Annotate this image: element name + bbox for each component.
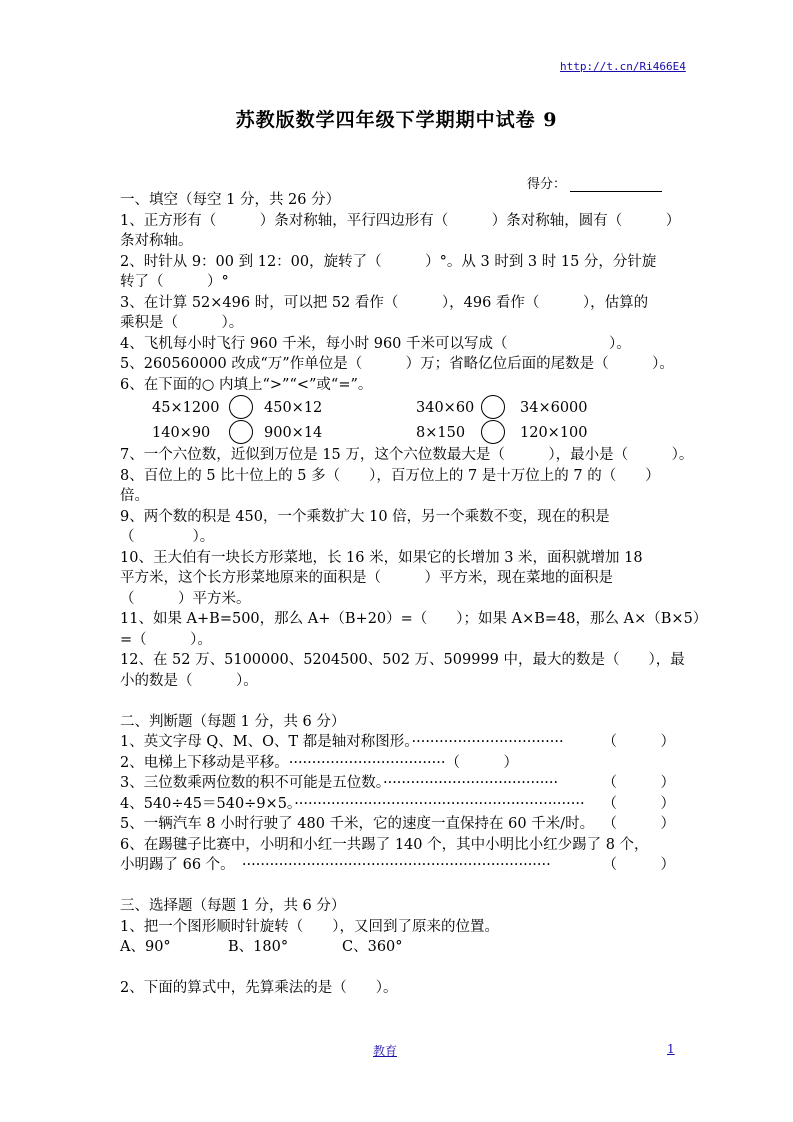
compare-row-1 (120, 395, 675, 420)
judge-item-6b (120, 855, 675, 876)
judge-item-2-answer[interactable]: （ ） (445, 754, 518, 771)
judge-item-6-dots: ··································································· (241, 857, 551, 873)
judge-item-3 (120, 773, 675, 794)
question-11b: =（ ）。 (120, 631, 212, 648)
compare-circle-3[interactable] (229, 420, 253, 444)
page-title: 苏教版数学四年级下学期期中试卷 9 (235, 109, 558, 131)
choice-question-2: 2、下面的算式中，先算乘法的是（ ）。 (120, 980, 398, 996)
section3-heading: 三、选择题（每题 1 分，共 6 分） (120, 898, 346, 914)
judge-item-3-text: 3、三位数乘两位数的积不可能是五位数。 (120, 775, 383, 791)
page-number[interactable]: 1 (667, 1042, 675, 1056)
question-2b: 转了（ ）° (120, 274, 229, 290)
compare-left-2: 340×60 (416, 400, 475, 416)
judge-item-2 (120, 753, 675, 774)
question-12a: 12、在 52 万、5100000、5204500、502 万、509999 中，最大的数是（ ），最 (120, 652, 685, 668)
question-3a: 3、在计算 52×496 时，可以把 52 看作（ ），496 看作（ ），估算的 (120, 294, 649, 311)
judge-item-6-text: 小明踢了 66 个。 (120, 857, 228, 873)
question-9a: 9、两个数的积是 450，一个乘数扩大 10 倍，另一个乘数不变，现在的积是 (120, 508, 610, 525)
question-2a: 2、时针从 9：00 到 12：00，旋转了（ ）°。从 3 时到 3 时 15 分，分针旋 (120, 253, 657, 270)
judge-item-2-text: 2、电梯上下移动是平移。 (120, 754, 289, 771)
judge-item-4-answer[interactable]: （ ） (602, 795, 675, 812)
compare-left-1: 45×1200 (152, 400, 220, 416)
question-8a: 8、百位上的 5 比十位上的 5 多（ ），百万位上的 7 是十万位上的 7 的（ ） (120, 467, 660, 484)
judge-item-2-dots: ·································· (288, 754, 446, 771)
choice-options-1 (120, 937, 675, 958)
section1-heading: 一、填空（每空 1 分，共 26 分） (120, 192, 341, 208)
question-9b: （ ）。 (120, 529, 215, 545)
choice-question-1: 1、把一个图形顺时针旋转（ ），又回到了原来的位置。 (120, 918, 499, 935)
judge-item-4-dots: ······························································· (294, 795, 585, 812)
compare-circle-1[interactable] (229, 395, 253, 419)
judge-item-1-text: 1、英文字母 Q、M、O、T 都是轴对称图形。 (120, 734, 412, 750)
footer-center-link[interactable]: 教育 (373, 1044, 398, 1058)
question-11a: 11、如果 A+B=500，那么 A+（B+20）=（ ）；如果 A×B=48，那么 A×（B×5） (120, 611, 708, 627)
option-c[interactable]: C、360° (342, 939, 403, 955)
section2-heading: 二、判断题（每题 1 分，共 6 分） (120, 713, 346, 730)
question-10a: 10、王大伯有一块长方形菜地，长 16 米，如果它的长增加 3 米，面积就增加 18 (120, 549, 643, 566)
question-4: 4、飞机每小时飞行 960 千米，每小时 960 千米可以写成（ ）。 (120, 335, 631, 352)
option-b[interactable]: B、180° (228, 939, 289, 955)
judge-item-1-dots: ································· (411, 734, 564, 750)
header-url-link[interactable]: http://t.cn/Ri466E4 (560, 60, 686, 73)
section-spacer (120, 958, 675, 979)
judge-item-5 (120, 814, 675, 835)
compare-right-2: 34×6000 (520, 400, 588, 416)
judge-item-text (120, 732, 564, 753)
question-3b: 乘积是（ ）。 (120, 315, 244, 331)
judge-item-4 (120, 794, 675, 815)
question-8b: 倍。 (120, 488, 149, 504)
judge-item-6a: 6、在踢毽子比赛中，小明和小红一共踢了 140 个，其中小明比小红少踢了 8 个， (120, 836, 649, 853)
judge-item-5-text: 5、一辆汽车 8 小时行驶了 480 千米，它的速度一直保持在 60 千米/时。 (120, 816, 595, 832)
exam-content (120, 190, 708, 999)
question-5: 5、260560000 改成“万”作单位是（ ）万；省略亿位后面的尾数是（ ）。 (120, 356, 674, 372)
compare-left-3: 140×90 (152, 425, 211, 441)
compare-row-2 (120, 420, 675, 445)
judge-item-5-answer[interactable]: （ ） (602, 816, 675, 832)
compare-right-4: 120×100 (520, 425, 588, 441)
compare-circle-2[interactable] (481, 395, 505, 419)
judge-item-3-dots: ······································ (382, 775, 559, 791)
score-label: 得分： (527, 177, 567, 192)
question-7: 7、一个六位数，近似到万位是 15 万，这个六位数最大是（ ），最小是（ ）。 (120, 447, 694, 463)
question-6: 6、在下面的○ 内填上“>”“<”或“=”。 (120, 376, 373, 393)
judge-item-1 (120, 732, 675, 753)
question-1a: 1、正方形有（ ）条对称轴，平行四边形有（ ）条对称轴，圆有（ ） (120, 212, 681, 229)
option-a[interactable]: A、90° (120, 939, 171, 955)
judge-item-4-text: 4、540÷45＝540÷9×5。 (120, 795, 295, 812)
section-spacer (120, 691, 675, 712)
section-spacer (120, 876, 675, 897)
compare-right-3: 900×14 (264, 425, 323, 441)
judge-item-1-answer[interactable]: （ ） (602, 734, 675, 750)
compare-right-1: 450×12 (264, 400, 323, 416)
compare-left-4: 8×150 (416, 425, 466, 441)
judge-item-3-answer[interactable]: （ ） (602, 775, 675, 791)
question-12b: 小的数是（ ）。 (120, 672, 258, 689)
question-1b: 条对称轴。 (120, 233, 193, 249)
question-10b: 平方米，这个长方形菜地原来的面积是（ ）平方米，现在菜地的面积是 (120, 570, 613, 586)
judge-item-6-answer[interactable]: （ ） (602, 857, 675, 873)
question-10c: （ ）平方米。 (120, 590, 251, 607)
compare-circle-4[interactable] (481, 420, 505, 444)
